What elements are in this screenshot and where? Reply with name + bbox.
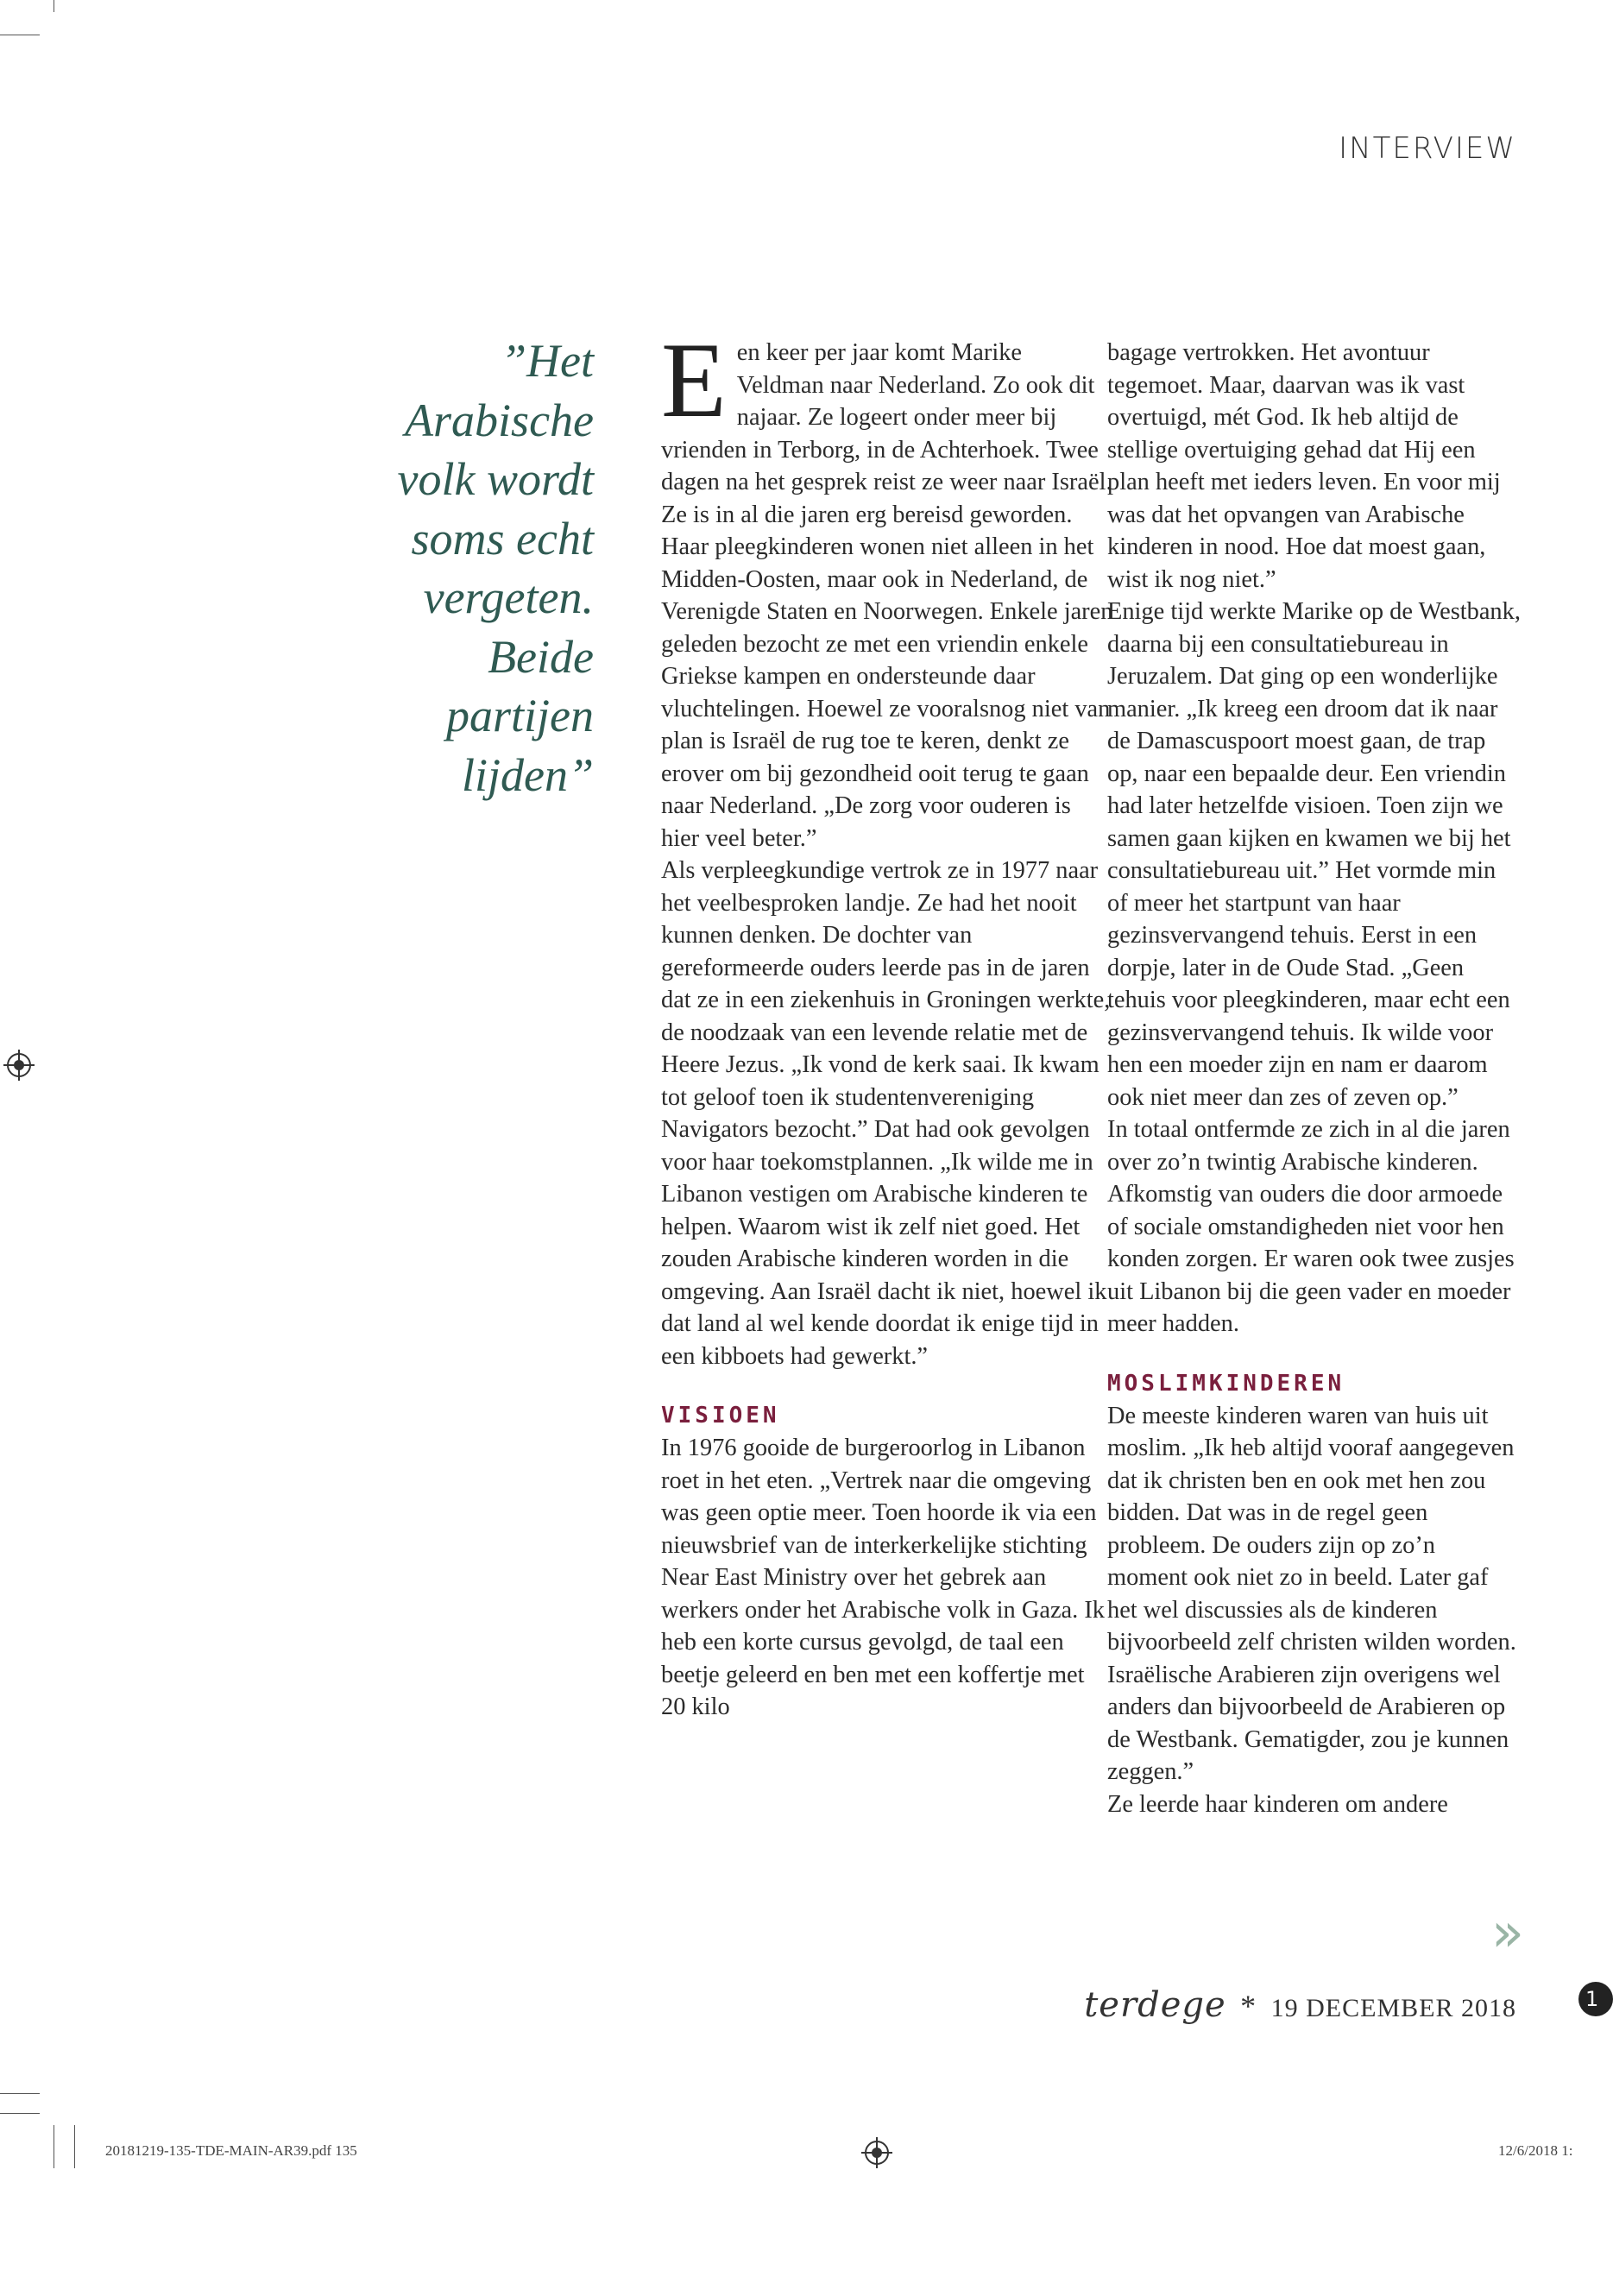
article-paragraph: In totaal ontfermde ze zich in al die jaren over zo’n twintig Arabische kinderen. Afkomstig van ouders die door armoede of sociale omstandigheden niet voor hen konden zorgen. Er waren ook twee zusjes uit Libanon bij die geen vader en moeder meer hadden. [1107,1116,1515,1337]
pull-quote-line: lijden” [461,748,594,801]
page-number: 1 [1578,1982,1613,2016]
pull-quote-line: Arabische [405,394,594,446]
article-paragraph: en keer per jaar komt Marike Veldman naar Nederland. Zo ook dit najaar. Ze logeert onder meer bij vrienden in Terborg, in de Achterhoek. Twee dagen na het gesprek reist ze weer naar Israël. [661,339,1112,495]
pull-quote-line: volk wordt [397,453,594,505]
article-paragraph: Ze leerde haar kinderen om andere [1107,1790,1448,1818]
print-slug-filename: 20181219-135-TDE-MAIN-AR39.pdf 135 [105,2142,357,2159]
drop-cap: E [661,321,727,439]
print-slug-datetime: 12/6/2018 1: [1498,2142,1573,2159]
pull-quote-line: ”Het [501,335,594,387]
subheading: MOSLIMKINDEREN [1107,1370,1345,1397]
subheading: VISIOEN [661,1403,780,1429]
issue-date: 19 DECEMBER 2018 [1270,1994,1516,2022]
article-paragraph: Enige tijd werkte Marike op de Westbank, daarna bij een consultatiebureau in Jeruzalem. Dat ging op een wonderlijke manier. „Ik kreeg een droom dat ik naar de Damascuspoort moest gaan, de trap op, naar een bepaalde deur. Een vriendin had later hetzelfde visioen. Toen zijn we samen gaan kijken en kwamen we bij het consultatiebureau uit.” Het vormde min of meer het startpunt van haar gezinsvervangend tehuis. Eerst in een dorpje, later in de Oude Stad. „Geen tehuis voor pleegkinderen, maar echt een gezinsvervangend tehuis. Ik wilde voor hen een moeder zijn en nam er daarom ook niet meer dan zes of zeven op.” [1107,598,1521,1111]
article-paragraph: Als verpleegkundige vertrok ze in 1977 naar het veelbesproken landje. Ze had het nooit kunnen denken. De dochter van gereformeerde ouders leerde pas in de jaren dat ze in een ziekenhuis in Groningen werkte, de noodzaak van een levende relatie met de Heere Jezus. „Ik vond de kerk saai. Ik kwam tot geloof toen ik studentenvereniging Navigators bezocht.” Dat had ook gevolgen voor haar toekomstplannen. „Ik wilde me in Libanon vestigen om Arabische kinderen te helpen. Waarom wist ik zelf niet goed. Het zouden Arabische kinderen worden in die omgeving. Aan Israël dacht ik niet, hoewel ik dat land al wel kende doordat ik enige tijd in een kibboets had gewerkt.” [661,857,1111,1370]
article-paragraph: Ze is in al die jaren erg bereisd geworden. Haar pleegkinderen wonen niet alleen in het Midden-Oosten, maar ook in Nederland, de Verenigde Staten en Noorwegen. Enkele jaren geleden bezocht ze met een vriendin enkele Griekse kampen en ondersteunde daar vluchtelingen. Hoewel ze vooralsnog niet van plan is Israël de rug toe te keren, denkt ze erover om bij gezondheid ooit terug te gaan naar Nederland. „De zorg voor ouderen is hier veel beter.” [661,501,1113,852]
pull-quote-line: soms echt [411,512,594,565]
pull-quote-line: vergeten. [423,571,594,623]
continue-arrow-icon: » [1491,1901,1524,1964]
footer-brand [1084,1985,1516,2025]
section-label: INTERVIEW [1339,131,1516,166]
pull-quote-line: partijen [446,690,594,741]
crop-mark [0,2113,40,2114]
article-column-2 [1107,337,1522,1820]
registration-mark-icon [865,2141,889,2165]
magazine-logo: terdege [1084,1985,1226,2025]
separator-star-icon: * [1240,1989,1257,2023]
pull-quote [345,331,594,804]
article-paragraph: In 1976 gooide de burgeroorlog in Libanon roet in het eten. „Vertrek naar die omgeving was geen optie meer. Toen hoorde ik via een nieuwsbrief van de interkerkelijke stichting Near East Ministry over het gebrek aan werkers onder het Arabische volk in Gaza. Ik heb een korte cursus gevolgd, de taal een beetje geleerd en ben met een koffertje met 20 kilo [661,1435,1105,1720]
article-paragraph: bagage vertrokken. Het avontuur tegemoet. Maar, daarvan was ik vast overtuigd, mét God. Ik heb altijd de stellige overtuiging gehad dat Hij een plan heeft met ieders leven. En voor mij was dat het opvangen van Arabische kinderen in nood. Hoe dat moest gaan, wist ik nog niet.” [1107,339,1501,593]
registration-mark-icon [7,1053,31,1077]
pull-quote-line: Beide [488,630,594,683]
crop-mark [0,2093,40,2094]
article-column-1 [661,321,1114,1724]
crop-mark [74,2125,75,2168]
article-paragraph: De meeste kinderen waren van huis uit moslim. „Ik heb altijd vooraf aangegeven dat ik christen ben en ook met hen zou bidden. Dat was in de regel geen probleem. De ouders zijn op zo’n moment ook niet zo in beeld. Later gaf het wel discussies als de kinderen bijvoorbeeld zelf christen wilden worden. Israëlische Arabieren zijn overigens wel anders dan bijvoorbeeld de Arabieren op de Westbank. Gematigder, zou je kunnen zeggen.” [1107,1402,1516,1785]
